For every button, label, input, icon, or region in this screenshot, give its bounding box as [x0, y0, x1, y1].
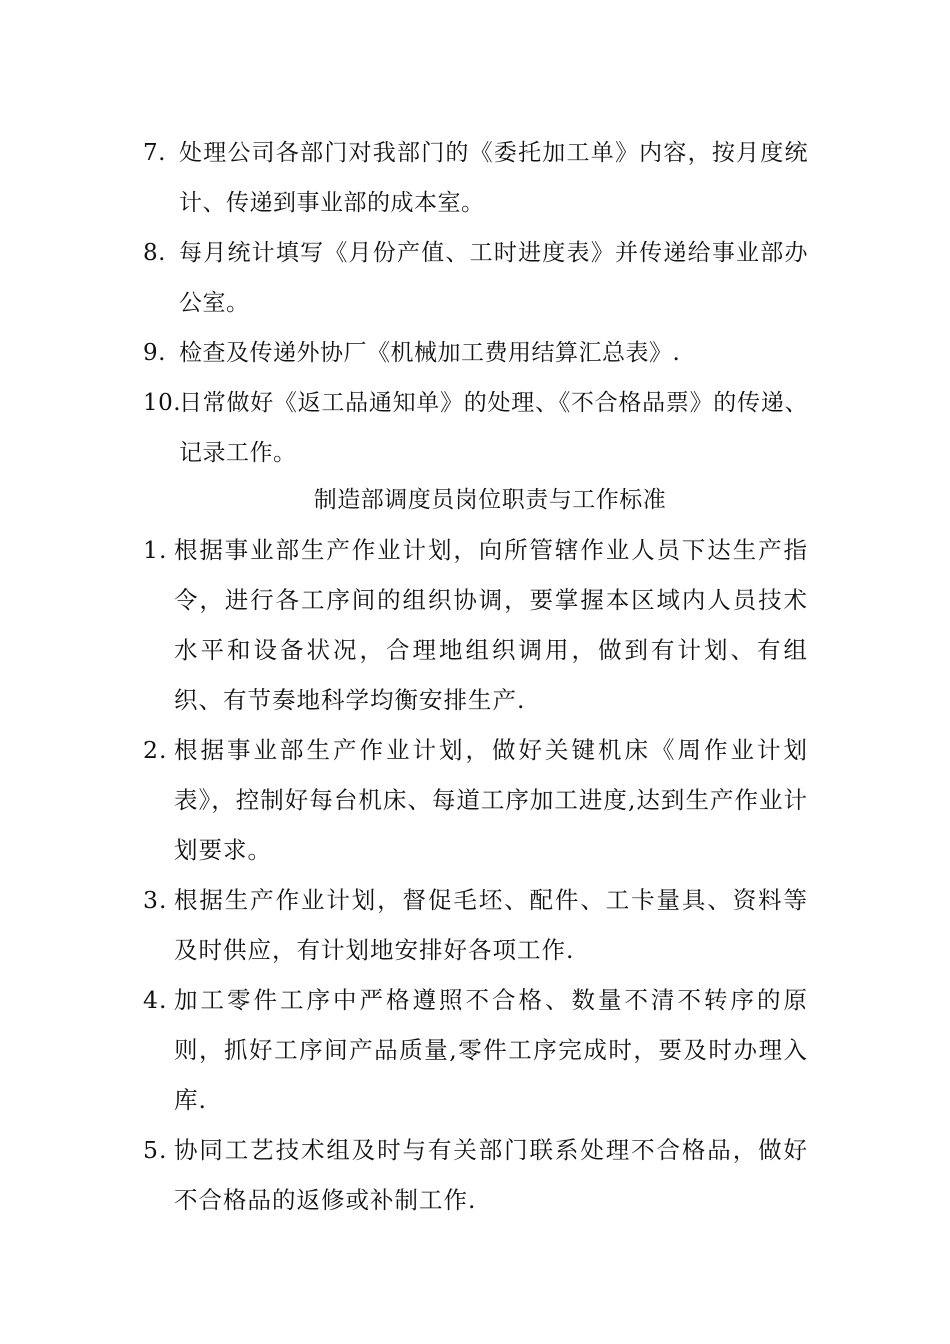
item-number: 10.	[143, 390, 182, 416]
list-item	[143, 228, 808, 328]
list-item	[143, 525, 906, 725]
item-text: 检查及传递外协厂《机械加工费用结算汇总表》.	[179, 340, 681, 366]
list-item	[143, 875, 808, 975]
list-item	[143, 328, 808, 378]
item-number: 5.	[143, 1136, 168, 1164]
section-title: 制造部调度员岗位职责与工作标准	[313, 487, 667, 513]
item-number: 8.	[143, 240, 166, 266]
item-number: 2.	[143, 736, 168, 764]
list-item	[143, 725, 808, 875]
list-item	[143, 1125, 808, 1225]
item-number: 1.	[143, 536, 168, 564]
item-text: 根据事业部生产作业计划，向所管辖作业人员下达生产指 令，进行各工序间的组织协调，要掌握本区域内人员技术水平和设备状况，合理地组织调用，做到有计划、有组织、有节奏地科学均衡安排生产.	[174, 536, 906, 714]
item-text: 根据生产作业计划，督促毛坯、配件、工卡量具、资料等及时供应，有计划地安排好各项工作.	[174, 886, 808, 964]
item-text: 每月统计填写《月份产值、工时进度表》并传递给事业部办公室。	[179, 240, 808, 316]
item-number: 4.	[143, 986, 168, 1014]
item-text: 根据事业部生产作业计划，做好关键机床《周作业计划表》，控制好每台机床、每道工序加工进度,达到生产作业计划要求。	[174, 736, 808, 864]
item-number: 7.	[143, 140, 166, 166]
item-number: 3.	[143, 886, 168, 914]
list-item	[143, 975, 808, 1125]
list-item	[143, 378, 808, 478]
item-text: 协同工艺技术组及时与有关部门联系处理不合格品，做好不合格品的返修或补制工作.	[174, 1136, 808, 1214]
dispatcher-duty-list	[143, 525, 906, 1225]
item-text: 日常做好《返工品通知单》的处理、《不合格品票》的传递、记录工作。	[179, 390, 808, 466]
item-text: 处理公司各部门对我部门的《委托加工单》内容，按月度统计、传递到事业部的成本室。	[179, 140, 808, 216]
duty-list-continued	[143, 128, 808, 478]
item-number: 9.	[143, 340, 166, 366]
list-item	[143, 128, 808, 228]
item-text: 加工零件工序中严格遵照不合格、数量不清不转序的原则，抓好工序间产品质量,零件工序完成时，要及时办理入库.	[174, 986, 808, 1114]
